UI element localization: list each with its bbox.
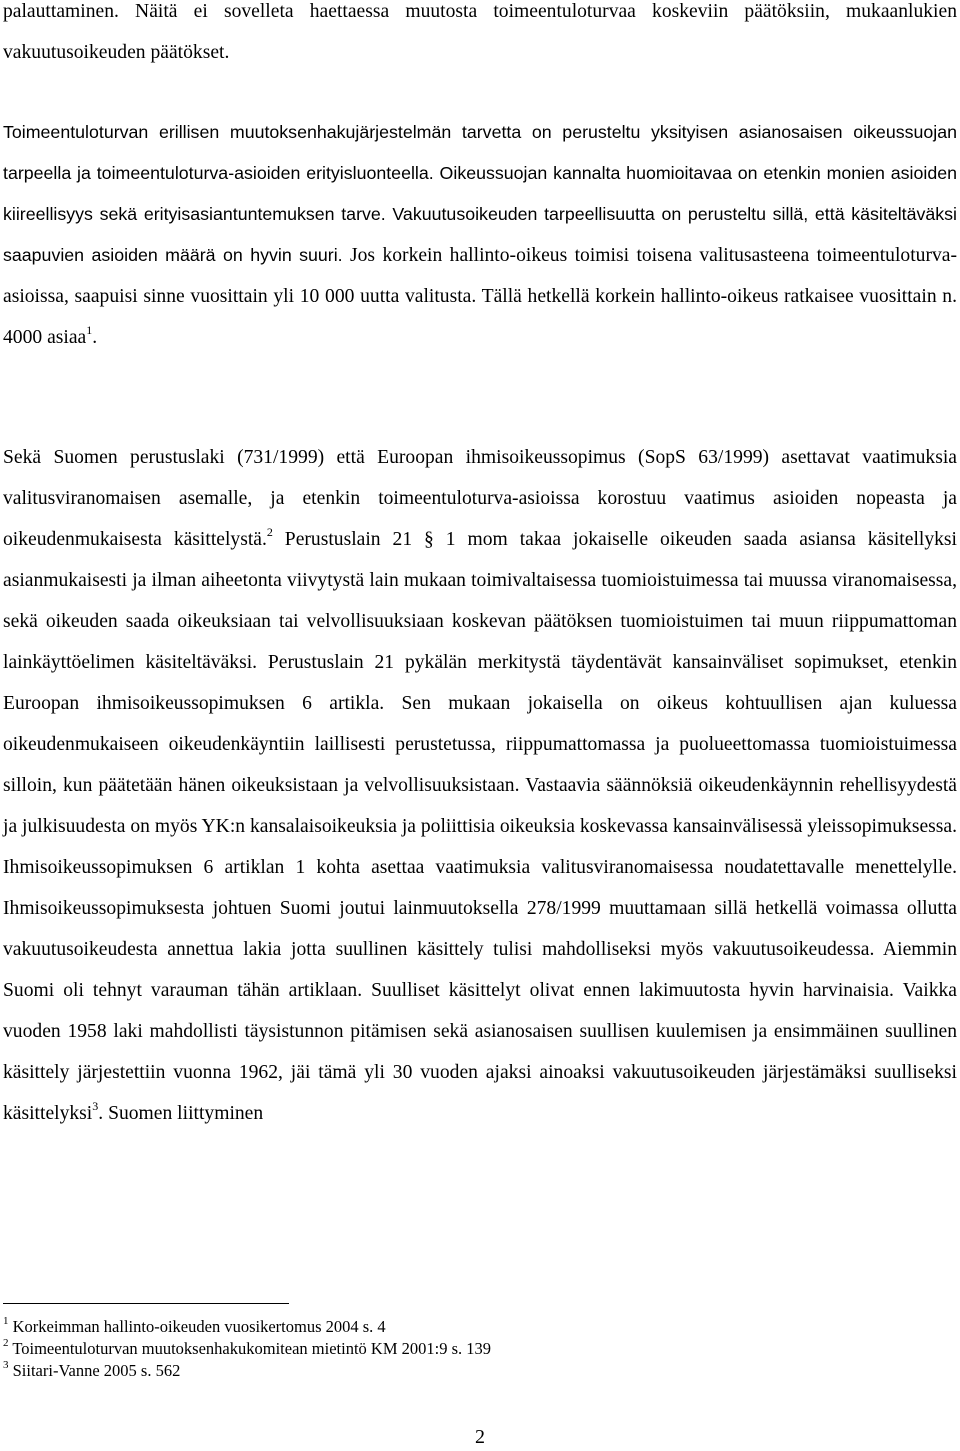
paragraph-3-text-c: . Suomen liittyminen bbox=[98, 1103, 264, 1124]
footnote-ref-2[interactable]: 2 bbox=[266, 525, 273, 540]
footnote-text: Korkeimman hallinto-oikeuden vuosikertomus 2004 s. 4 bbox=[12, 1317, 386, 1336]
footnote-2 bbox=[3, 1338, 903, 1360]
page-number: 2 bbox=[475, 1426, 485, 1448]
paragraph-1-text: palauttaminen. Näitä ei sovelleta haettaessa muutosta toimeentuloturvaa koskeviin päätöksiin, mukaanlukien vakuutusoikeuden päätökset. bbox=[3, 1, 957, 63]
paragraph-1 bbox=[3, 0, 957, 73]
paragraph-2-end: . bbox=[92, 327, 98, 348]
footnote-ref-1[interactable]: 1 bbox=[86, 323, 93, 338]
footnote-text: Toimeentuloturvan muutoksenhakukomitean mietintö KM 2001:9 s. 139 bbox=[12, 1339, 491, 1358]
footnote-text: Siitari-Vanne 2005 s. 562 bbox=[12, 1361, 181, 1380]
footnote-separator bbox=[3, 1303, 289, 1304]
footnote-number: 3 bbox=[3, 1358, 9, 1371]
paragraph-3-text-b: Perustuslain 21 § 1 mom takaa jokaiselle oikeuden saada asiansa käsitellyksi asianmukaisesti ja ilman aiheetonta viivytystä lain mukaan toimivaltaisessa tuomioistuimessa tai muussa viranomaisessa, sekä oikeuden saada oikeuksiaan tai velvollisuuksiaan koskevan päätöksen tuomioistuimen tai muun riippumattoman lainkäyttöelimen käsiteltäväksi. Perustuslain 21 pykälän merkitystä täydentävät kansainväliset sopimukset, etenkin Euroopan ihmisoikeussopimuksen 6 artikla. Sen mukaan jokaisella on oikeus kohtuullisen ajan kuluessa oikeudenmukaiseen oikeudenkäyntiin laillisesti perustetussa, riippumattomassa ja puolueettomassa tuomioistuimessa silloin, kun päätetään hänen oikeuksistaan ja velvollisuuksistaan. Vastaavia säännöksiä oikeudenkäynnin rehellisyydestä ja julkisuudesta on myös YK:n kansalaisoikeuksia ja poliittisia oikeuksia koskevassa kansainvälisessä yleissopimuksessa. Ihmisoikeussopimuksen 6 artiklan 1 kohta asettaa vaatimuksia valitusviranomaisessa noudatettavalle menettelylle. Ihmisoikeussopimuksesta johtuen Suomi joutui lainmuutoksella 278/1999 muuttamaan sillä hetkellä voimassa ollutta vakuutusoikeudesta annettua lakia jotta suullinen käsittely tulisi mahdolliseksi myös vakuutusoikeudessa. Aiemmin Suomi oli tehnyt varauman tähän artiklaan. Suulliset käsittelyt olivat ennen lakimuutosta hyvin harvinaisia. Vaikka vuoden 1958 laki mahdollisti täysistunnon pitämisen sekä asianosaisen suullisen kuulemisen ja ensimmäinen suullinen käsittely järjestettiin vuonna 1962, jäi tämä yli 30 vuoden ajaksi ainoaksi vakuutusoikeuden järjestämäksi suulliseksi käsittelyksi bbox=[3, 529, 957, 1124]
footnote-number: 2 bbox=[3, 1336, 9, 1349]
paragraph-3 bbox=[3, 437, 957, 1134]
paragraph-2 bbox=[3, 112, 957, 358]
paragraph-2-text-sans: Toimeentuloturvan erillisen muutoksenhakujärjestelmän tarvetta on perusteltu yksityisen asianosaisen oikeussuojan tarpeella ja toimeentuloturva-asioiden erityisluonteella. Oikeussuojan kannalta huomioitavaa on etenkin monien asioiden kiireellisyys sekä erityisasiantuntemuksen tarve. Vakuutusoikeuden tarpeellisuutta on perusteltu sillä, että käsiteltäväksi saapuvien asioiden määrä on hyvin suuri. bbox=[3, 122, 957, 265]
footnote-number: 1 bbox=[3, 1314, 9, 1327]
paragraph-3-text-a: Sekä Suomen perustuslaki (731/1999) että Euroopan ihmisoikeussopimus (SopS 63/1999) asettavat vaatimuksia valitusviranomaisen asemalle, ja etenkin toimeentuloturva-asioissa korostuu vaatimus asioiden nopeasta ja oikeudenmukaisesta käsittelystä. bbox=[3, 447, 957, 550]
footnote-3 bbox=[3, 1360, 903, 1382]
footnote-1 bbox=[3, 1316, 903, 1338]
footnote-ref-3[interactable]: 3 bbox=[92, 1099, 99, 1114]
footnotes bbox=[3, 1316, 903, 1382]
paragraph-2-text: Jos korkein hallinto-oikeus toimisi toisena valitusasteena toimeentuloturva-asioissa, saapuisi sinne vuosittain yli 10 000 uutta valitusta. Tällä hetkellä korkein hallinto-oikeus ratkaisee vuosittain n. 4000 asiaa bbox=[3, 245, 957, 348]
